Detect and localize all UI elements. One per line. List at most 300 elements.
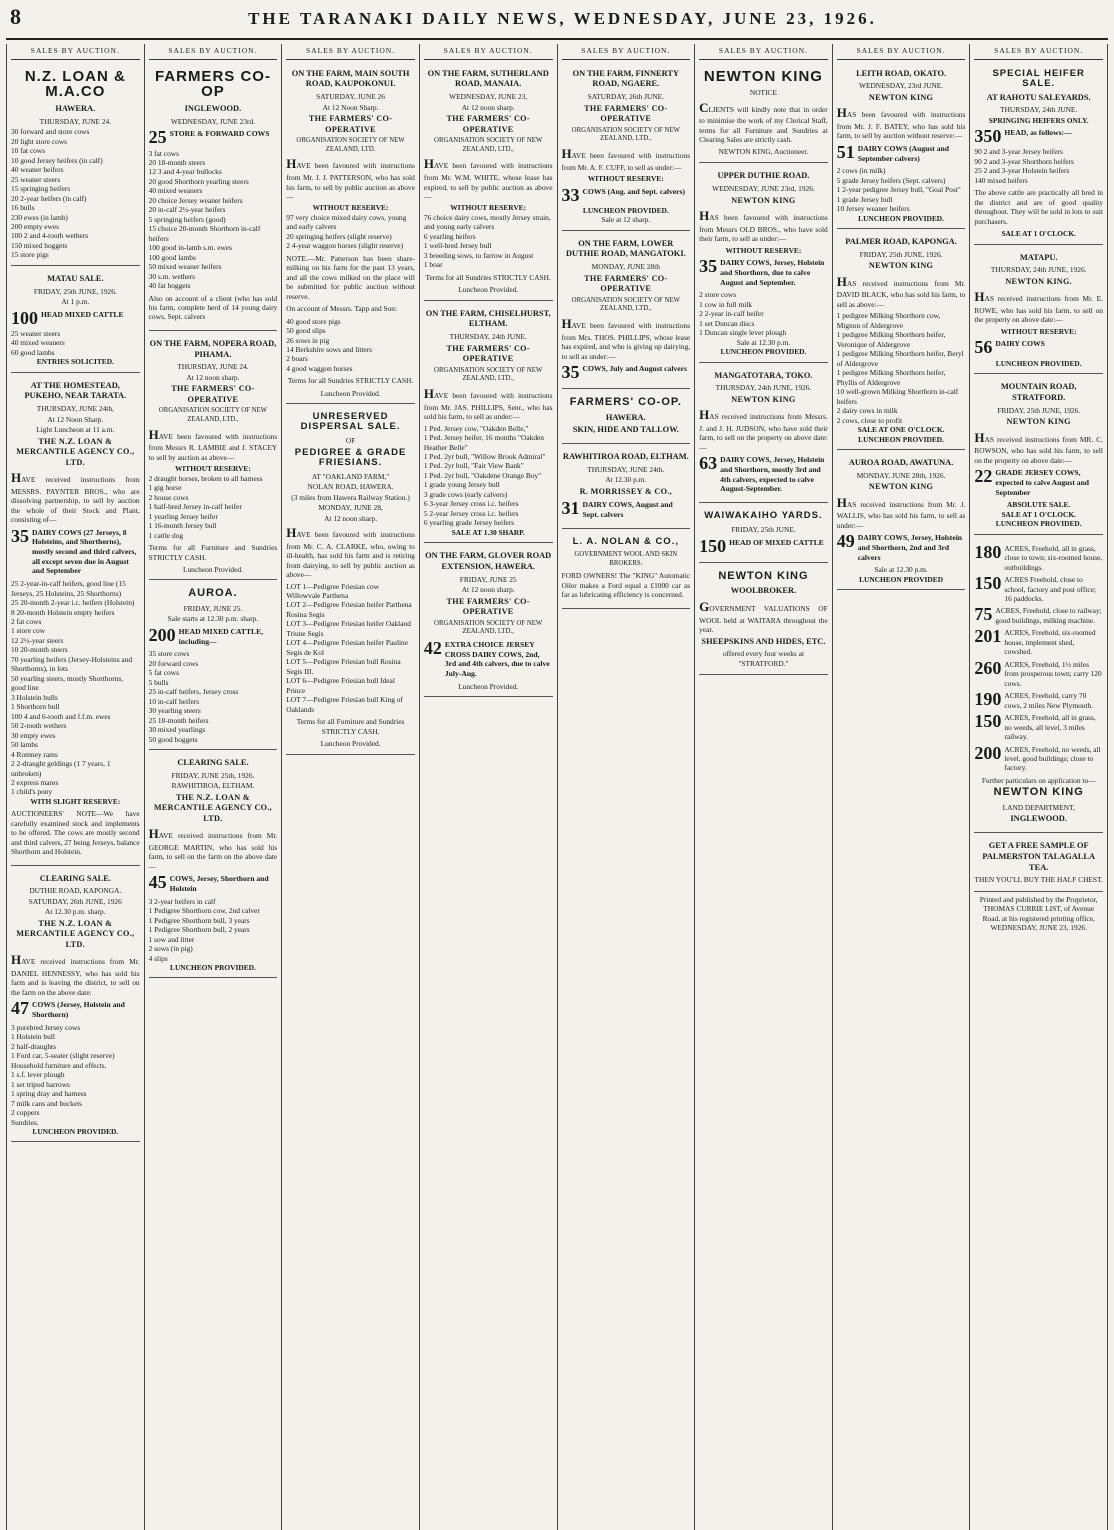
sale-time: At 12 Noon Sharp. xyxy=(47,414,104,424)
list-item: 1 16-month Jersey bull xyxy=(148,521,217,531)
list-item: 2 2-draught geldings (1 7 years, 1 unbroken) xyxy=(11,759,111,778)
department-place: INGLEWOOD. xyxy=(1010,814,1067,824)
sale-title: MATAU SALE. xyxy=(47,273,104,283)
advertiser-banner: NEWTON KING xyxy=(993,786,1084,799)
sale-place: LEITH ROAD, OKATO. xyxy=(856,68,947,78)
ad-newton-king-notice xyxy=(699,64,828,164)
list-item: 10 good Jersey heifers (in calf) xyxy=(11,155,103,165)
sale-time: At 12 Noon Sharp. xyxy=(322,102,379,112)
headline-count xyxy=(561,184,691,205)
land-listing xyxy=(974,713,1103,741)
sale-time: Sale at 12.30 p.m. xyxy=(874,565,928,575)
list-item: 30 mixed yearlings xyxy=(148,725,206,735)
sale-date: THURSDAY, 24th JUNE. xyxy=(1000,105,1078,115)
count-number: 100 xyxy=(11,307,38,328)
luncheon-note: LUNCHEON PROVIDED. xyxy=(720,347,807,357)
count-label: DAIRY COWS, Jersey, Holstein and Shorthorn, mostly 3rd and 4th calvers, expected to calve August-September. xyxy=(720,455,825,494)
count-label: DAIRY COWS, August and Sept. calvers xyxy=(582,500,673,520)
sale-time: At 12 noon sharp. xyxy=(324,513,378,523)
sale-time: Sale at 12.30 p.m. xyxy=(736,337,791,347)
list-item: 3 grade cows (early calvers) xyxy=(423,489,508,499)
headline-count xyxy=(974,468,1103,497)
column-5 xyxy=(558,44,696,1530)
sale-title: CLEARING SALE. xyxy=(39,873,111,883)
list-item: 25 weaner steers xyxy=(11,328,61,338)
account-note: Also on account of a client (who has sold his farm, complete herd of 14 young dairy cows, Sept. calvers xyxy=(148,293,278,322)
count-number: 63 xyxy=(699,453,718,474)
ad-rawhitiroa-clearing xyxy=(149,753,278,978)
list-item: 90 2 and 3-year Shorthorn heifers xyxy=(974,156,1074,166)
count-label: COWS, Jersey, Shorthorn and Holstein xyxy=(169,874,269,894)
count-number: 42 xyxy=(423,638,442,658)
count-label: HEAD MIXED CATTLE xyxy=(41,309,124,319)
sale-place: ON THE FARM, CHISELHURST, ELTHAM. xyxy=(425,308,551,329)
list-item: 1 pedigree Milking Shorthorn cow, Mignon of Aldergrove xyxy=(836,311,941,330)
sale-place: ON THE FARM, NOPERA ROAD, PIHAMA. xyxy=(149,338,277,359)
sale-date: MONDAY, JUNE 28, xyxy=(318,503,383,513)
list-item: 1 child's pony xyxy=(11,787,53,797)
count-label: DAIRY COWS (August and September calvers) xyxy=(857,143,949,163)
list-item: 1 s.f. lever plough xyxy=(11,1070,65,1080)
list-item: 4 slips xyxy=(148,953,168,963)
sale-date: THURSDAY, JUNE 24th, xyxy=(36,404,114,414)
list-item: 4 good waggon horses xyxy=(286,363,353,373)
auctioneer-name: NEWTON KING. xyxy=(1005,276,1073,286)
luncheon-note: Luncheon Provided. xyxy=(320,739,381,749)
auctioneer-subtitle: ORGANISATION SOCIETY OF NEW ZEALAND, LTD., xyxy=(571,296,680,313)
count-number: 33 xyxy=(561,184,580,205)
column-4 xyxy=(420,44,558,1530)
ad-special-heifer-sale xyxy=(974,64,1103,245)
count-label: DAIRY COWS, Jersey, Holstein and Shorthorn, 2nd and 3rd calvers xyxy=(857,533,963,562)
sale-time: SALE AT 1 O'CLOCK. xyxy=(1001,509,1076,519)
lot-item: LOT 3—Pedigree Friesian heifer Oakland Triune Segis xyxy=(286,619,411,638)
sale-time: Sale at 12 sharp. xyxy=(601,215,651,225)
sale-place: RAWHITIROA ROAD, ELTHAM. xyxy=(562,452,689,462)
sale-place: AT THE HOMESTEAD, PUKEHO, NEAR TARATA. xyxy=(24,380,127,401)
list-item: 1 Ped. 2yr bull, "Willow Brook Admiral" xyxy=(423,451,546,461)
auctioneer-name: NEWTON KING xyxy=(868,92,934,102)
auctioneer-name: THE N.Z. LOAN & MERCANTILE AGENCY CO., LTD. xyxy=(16,918,135,949)
list-item: 20 18-month steers xyxy=(148,157,206,167)
acres-number: 150 xyxy=(974,711,1002,732)
list-item: 30 s.m. wethers xyxy=(148,271,196,281)
list-item: 150 mixed hoggets xyxy=(11,240,68,250)
luncheon-note: LUNCHEON PROVIDED. xyxy=(995,519,1082,529)
sale-subtitle: SPRINGING HEIFERS ONLY. xyxy=(988,115,1089,125)
headline-count xyxy=(11,525,140,577)
ad-mangatoatoa-toko xyxy=(699,366,828,504)
headline-count xyxy=(148,127,278,148)
sale-place: ON THE FARM, LOWER DUTHIE ROAD, MANGATOKI. xyxy=(565,238,686,259)
ad-farmers-coop-skins xyxy=(562,392,691,444)
list-item: 2 draught horses, broken to all harness xyxy=(148,473,263,483)
count-number: 45 xyxy=(148,872,167,893)
lot-item: LOT 6—Pedigree Friesian bull Ideal Prince xyxy=(286,676,395,695)
column-2 xyxy=(145,44,283,1530)
list-item: 1 Holstein bull xyxy=(11,1032,55,1042)
advertiser-banner: NEWTON KING xyxy=(703,67,823,85)
reserve-note: WITH SLIGHT RESERVE: xyxy=(30,796,121,806)
reserve-note: WITHOUT RESERVE: xyxy=(312,203,389,213)
column-6 xyxy=(695,44,833,1530)
instructions-text: HAVE been favoured with instructions from Mrs. THOS. PHILLIPS, whose lease has expired, and who is giving up dairying, to sell as under:— xyxy=(561,315,691,361)
count-number: 47 xyxy=(11,998,29,1019)
list-item: 100 good in-lamb s.m. ewes xyxy=(148,243,232,253)
sale-date: THURSDAY, 24th JUNE. xyxy=(449,332,527,342)
instructions-text: HAS received instructions from Mr. E. ROWE, who has sold his farm, to sell on the property on above date:— xyxy=(974,289,1103,325)
auctioneer-note: The above cattle are practically all bred in the district and are of good quality throughout. They will be sold in lots to suit purchasers. xyxy=(974,188,1103,226)
list-item: 30 yearling steers xyxy=(148,706,201,716)
advertiser-banner: NEWTON KING xyxy=(718,569,809,582)
count-number: 22 xyxy=(974,466,993,487)
acres-number: 200 xyxy=(974,742,1002,763)
luncheon-note: Light Luncheon at 11 a.m. xyxy=(36,425,115,435)
sale-date: FRIDAY, 25th JUNE. xyxy=(731,525,796,535)
auctioneer-note: AUCTIONEERS' NOTE—We have carefully examined stock and implements to be offered. The cows are mostly second and third calvers, 27 being Jerseys, balance Shorthorn and Holstein. xyxy=(11,809,140,857)
sale-date: FRIDAY, JUNE 25 xyxy=(459,574,517,584)
advertiser-banner: FARMERS CO-OP xyxy=(154,67,271,101)
list-item: Sundries. xyxy=(11,1117,39,1127)
auctioneer-subtitle: GOVERNMENT WOOL AND SKIN BROKERS. xyxy=(574,550,678,567)
land-listing xyxy=(974,541,1103,572)
list-item: 1 Pedigree Shorthorn bull, 2 years xyxy=(148,925,250,935)
acres-number: 150 xyxy=(974,573,1002,594)
list-item: 3 purebred Jersey cows xyxy=(11,1022,81,1032)
list-item: 140 mixed heifers xyxy=(974,175,1028,185)
advertiser-banner: N.Z. LOAN & M.A.CO xyxy=(24,67,126,101)
list-item: 15 store pigs xyxy=(11,250,49,260)
sale-title: UNRESERVED DISPERSAL SALE. xyxy=(300,411,401,433)
sale-time: At 1 p.m. xyxy=(61,297,90,307)
list-item: 10 in-calf heifers xyxy=(148,696,200,706)
ad-chiselhurst xyxy=(424,304,553,544)
lot-item: LOT 1—Pedigree Friesian cow Willowvale Parthena xyxy=(286,581,380,600)
auctioneer-name: THE FARMERS' CO-OPERATIVE xyxy=(446,596,530,617)
acres-number: 201 xyxy=(974,626,1002,647)
headline-count xyxy=(11,307,140,328)
sale-date: SATURDAY, 26th JUNE. xyxy=(587,92,664,102)
list-item: Household furniture and effects. xyxy=(11,1060,107,1070)
sale-title: AUROA. xyxy=(188,587,238,600)
reserve-note: WITHOUT RESERVE: xyxy=(1000,326,1077,336)
sale-date: SATURDAY, 26th JUNE, 1926 xyxy=(28,896,122,906)
list-item: 1 pedigree Milking Shorthorn heifer, Veronique of Aldergrove xyxy=(836,330,946,349)
count-label: DAIRY COWS (27 Jerseys, 8 Holsteins, and Shorthorns), mostly second and third calvers, all except seven due in August and September xyxy=(32,527,137,576)
sale-date: WEDNESDAY, 23rd JUNE. xyxy=(858,81,944,91)
instructions-text: HAVE been favoured with instructions from Mr. JAS. PHILLIPS, Senr., who has sold his farm, to sell as under:— xyxy=(423,386,553,422)
instructions-text: HAVE been favoured with instructions from Mr. A. F. CUFF, to sell as under:— xyxy=(561,145,691,172)
land-listing xyxy=(974,691,1103,710)
luncheon-note: LUNCHEON PROVIDED. xyxy=(32,1127,119,1136)
list-item: 5 springing heifers (good) xyxy=(148,214,226,224)
instructions-text: HAVE received instructions from Mr. DANIEL HENNESSY, who has sold his farm and is leaving the district, to sell on the farm on the above date: xyxy=(11,952,140,997)
ad-mountain-road xyxy=(974,377,1103,535)
acres-text: ACRES, Freehold, no weeds, all level, good buildings; close to factory. xyxy=(1004,744,1101,773)
headline-count xyxy=(699,535,828,556)
list-item: 5 bulls xyxy=(148,677,169,687)
list-item: 26 sows in pig xyxy=(286,335,330,345)
notice-title: NOTICE xyxy=(749,88,777,98)
list-item: 5 2-year Jersey cross i.c. heifers xyxy=(423,508,519,518)
land-listing xyxy=(974,657,1103,688)
sale-place: UPPER DUTHIE ROAD. xyxy=(717,171,810,181)
ad-nz-loan-hawera xyxy=(11,64,140,266)
count-number: 150 xyxy=(699,535,727,556)
count-label: EXTRA CHOICE JERSEY CROSS DAIRY COWS, 2nd, 3rd and 4th calvers, due to calve July-Aug. xyxy=(444,640,550,679)
count-number: 35 xyxy=(561,362,580,382)
headline-count xyxy=(974,126,1103,147)
ad-morrissey xyxy=(562,447,691,529)
column-7 xyxy=(833,44,971,1530)
list-item: 40 good store pigs xyxy=(286,316,341,326)
sale-date: FRIDAY, 25th JUNE, 1926. xyxy=(33,286,117,296)
list-item: 1 set Duncan discs xyxy=(699,318,755,328)
column-header: SALES BY AUCTION. xyxy=(974,44,1103,60)
list-item: 2 cows, close to profit xyxy=(836,415,903,425)
list-item: 2 store cows xyxy=(699,290,737,300)
list-item: 1 sow and litter xyxy=(148,934,195,944)
list-item: 30 forward and store cows xyxy=(11,127,90,137)
list-item: 1 boar xyxy=(423,260,443,270)
list-item: 2 boars xyxy=(286,354,308,364)
ad-sutherland-road xyxy=(424,64,553,301)
sale-time: SALE AT 1 O'CLOCK. xyxy=(1001,229,1076,239)
headline-count xyxy=(149,874,278,893)
acres-text: ACRES, Freehold, six-roomed house, implement shed, cowshed. xyxy=(1004,628,1096,657)
account-note: On account of Messrs. Tapp and Son: xyxy=(286,304,398,314)
sale-time: At 12 noon sharp. xyxy=(186,372,240,382)
sale-date: MONDAY, JUNE 28th xyxy=(591,262,660,272)
list-item: 40 mixed weaners xyxy=(148,186,203,196)
list-item: 1 yearling Jersey heifer xyxy=(148,511,218,521)
list-item: 2 express mares xyxy=(11,777,59,787)
list-item: 200 empty ewes xyxy=(11,222,60,231)
ad-upper-duthie-road xyxy=(699,166,828,362)
sale-date: WEDNESDAY, JUNE 23rd, 1926. xyxy=(712,184,815,194)
sale-subtitle: ABSOLUTE SALE. xyxy=(1007,500,1071,510)
instructions-text: HAS received instructions from Mr. J. WALLIS, who has sold his farm, to sell as under:— xyxy=(836,494,966,530)
reserve-note: WITHOUT RESERVE: xyxy=(450,203,527,213)
list-item: 60 good lambs xyxy=(11,347,55,357)
sale-place: HAWERA. xyxy=(55,104,96,114)
sale-place: MOUNTAIN ROAD, STRATFORD. xyxy=(1000,382,1077,402)
headline-count xyxy=(424,640,553,679)
auctioneer-name: NEWTON KING xyxy=(868,482,934,492)
auctioneer-name: NEWTON KING xyxy=(868,261,934,271)
ad-palmer-road-kaponga xyxy=(837,232,966,450)
list-item: 16 bulls xyxy=(11,203,35,213)
acres-text: ACRES, Freehold, all in grass, close to town; six-roomed house, outbuildings. xyxy=(1004,543,1103,572)
list-item: 1 Ped. Jersey cow, "Oakden Belle," xyxy=(423,423,529,433)
ad-kaupokonui xyxy=(286,64,415,405)
list-item: 50 good slips xyxy=(286,326,326,336)
list-item: 6 yearling heifers xyxy=(423,231,476,241)
auctioneer-subtitle: ORGANISATION SOCIETY OF NEW ZEALAND, LTD. xyxy=(296,137,405,153)
list-item: 1 Ped. Jersey heifer, 16 months "Oakden Heather Belle" xyxy=(423,433,544,452)
advertiser-banner: FARMERS' CO-OP. xyxy=(569,396,682,409)
list-item: 1 pedigree Milking Shorthorn heifer, Beryl of Aldergrove xyxy=(836,349,964,368)
ad-farmers-coop-inglewood xyxy=(149,64,278,331)
sale-time: At 12 noon sharp. xyxy=(461,585,515,595)
count-label: DAIRY COWS xyxy=(995,339,1045,349)
count-label: COWS (Aug. and Sept. calvers) xyxy=(582,186,686,196)
service-title: SHEEPSKINS AND HIDES, ETC. xyxy=(701,636,826,646)
list-item: 40 mixed weaners xyxy=(11,338,65,348)
count-number: 56 xyxy=(974,337,993,358)
count-label: DAIRY COWS, Jersey, Holstein and Shorthorn, due to calve August and September. xyxy=(720,258,825,287)
ad-waiwakaiho-yards xyxy=(699,506,828,563)
columns xyxy=(6,44,1108,1530)
list-item: 4 Romney rams xyxy=(11,749,58,759)
sale-date: WEDNESDAY, JUNE 23, xyxy=(449,92,528,102)
sale-time: At 12.30 p.m. xyxy=(605,475,647,485)
list-item: 1 Duncan single lever plough xyxy=(699,328,787,338)
ad-matapu xyxy=(974,248,1103,374)
list-item: 50 2-tooth wethers xyxy=(11,721,67,731)
count-number: 25 xyxy=(148,127,167,148)
list-item: 25 2-year-in-calf heifers, good line (15 Jerseys, 25 Holsteins, 25 Shorthorns) xyxy=(11,579,126,598)
sale-place: NOLAN ROAD, HAWERA. xyxy=(307,482,394,492)
list-item: 10 Jersey weaner heifers xyxy=(836,204,910,214)
instructions-text: HAVE been favoured with instructions from Mr. C. A. CLARKE, who, owing to ill-health, has sold his farm and is retiring from dairying, to sell by public auction as above— xyxy=(286,525,415,580)
list-item: 1 Pedigree Shorthorn cow, 2nd calver xyxy=(148,906,260,916)
sale-place: PALMER ROAD, KAPONGA. xyxy=(845,237,957,247)
list-item: 70 yearling heifers (Jersey-Holsteins and Shorthorns), in lots xyxy=(11,654,133,674)
list-item: 3 breeding sows, to farrow in August xyxy=(423,250,534,260)
sale-time: Sale starts at 12.30 p.m. sharp. xyxy=(167,614,259,624)
list-item: 25 weaner steers xyxy=(11,174,61,184)
list-item: 1 2-year pedigree Jersey bull, "Goal Post" xyxy=(836,185,961,195)
tea-offer: GET A FREE SAMPLE OF PALMERSTON TALAGALLA TEA. xyxy=(982,841,1096,872)
ad-finnerty-road xyxy=(562,64,691,231)
auctioneer-subtitle: ORGANISATION SOCIETY OF NEW ZEALAND, LTD., xyxy=(158,407,268,424)
lot-item: LOT 5—Pedigree Friesian bull Rosina Segis III. xyxy=(286,657,401,676)
column-header: SALES BY AUCTION. xyxy=(424,44,553,60)
list-item: 5 fat cows xyxy=(148,668,179,678)
sale-place: WAIWAKAIHO YARDS. xyxy=(704,510,823,522)
list-item: 2 2-year in-calf heifer xyxy=(699,309,764,319)
auctioneer-name: THE N.Z. LOAN & MERCANTILE AGENCY CO., LTD. xyxy=(153,792,273,823)
service-text: offered every four weeks at "STRATFORD." xyxy=(722,649,804,668)
list-item: 1 set tripod harrows xyxy=(11,1079,70,1089)
notice-text: CLIENTS will kindly note that in order to minimise the work of my Clerical Staff, terms for all Furniture and Sundries at Clearing Sales are strictly cash. xyxy=(699,99,828,145)
printer-imprint: Printed and published by the Proprietor, THOMAS CURRIE LIST, of Avenue Road, at his registered printing office, WEDNESDAY, JUNE 23, 1926. xyxy=(979,894,1098,933)
ad-lower-duthie-road xyxy=(562,234,691,390)
sale-place: DUTHIE ROAD, KAPONGA. xyxy=(29,886,122,896)
list-item: 20 light store cows xyxy=(11,136,68,146)
sale-place: AUROA ROAD, AWATUNA. xyxy=(848,457,954,467)
list-item: 25 in-calf heifers, Jersey cross xyxy=(148,687,239,697)
list-item: 2 fat cows xyxy=(11,617,42,626)
auctioneer-name: THE FARMERS' CO-OPERATIVE xyxy=(584,103,668,124)
auctioneer-name: NEWTON KING xyxy=(731,394,796,404)
headline-count xyxy=(836,141,966,163)
auctioneer-name: R. MORRISSEY & CO., xyxy=(579,486,672,496)
sale-date: FRIDAY, JUNE 25. xyxy=(183,604,243,614)
list-item: 20 springing heifers (slight reserve) xyxy=(286,231,392,241)
lot-item: LOT 7—Pedigree Friesian bull King of Oaklands xyxy=(286,695,403,714)
sale-place: ON THE FARM, SUTHERLAND ROAD, MANAIA. xyxy=(427,68,549,89)
headline-count xyxy=(562,500,691,519)
sale-time: At 12 noon sharp. xyxy=(461,102,515,112)
headline-count xyxy=(562,364,691,380)
further-particulars: Further particulars on application to— xyxy=(981,775,1096,785)
list-item: 1 grade young Jersey bull xyxy=(423,480,500,490)
column-3 xyxy=(282,44,420,1530)
sale-date: MONDAY, JUNE 28th, 1926. xyxy=(856,470,946,480)
ad-glover-road xyxy=(424,546,553,697)
auctioneer-subtitle: ORGANISATION SOCIETY OF NEW ZEALAND, LTD., xyxy=(434,619,543,636)
count-label: HEAD MIXED CATTLE, including— xyxy=(178,626,264,646)
list-item: 3 fat cows xyxy=(148,148,179,158)
list-item: 1 store cow xyxy=(11,626,46,636)
list-item: 6 3-year Jersey cross i.c. heifers xyxy=(423,499,519,509)
list-item: 25 20-month 2-year i.c. heifers (Holstein) xyxy=(11,598,135,608)
land-listing xyxy=(974,742,1103,773)
list-item: 15 springing heifers xyxy=(11,184,71,194)
list-item: 7 milk cans and buckets xyxy=(11,1098,83,1108)
count-label: COWS, July and August calvers xyxy=(582,364,687,373)
auctioneer-name: THE FARMERS' CO-OPERATIVE xyxy=(308,114,393,134)
sale-place: HAWERA. xyxy=(605,412,646,422)
ad-nopera-road xyxy=(149,334,278,581)
list-item: 2 4-year waggon horses (slight reserve) xyxy=(286,241,404,251)
instructions-text: HAS received instructions from Mr. DAVID BLACK, who has sold his farm, to sell as above:— xyxy=(836,273,966,309)
count-label: STORE & FORWARD COWS xyxy=(169,129,270,139)
stock-list xyxy=(11,127,140,260)
column-header: SALES BY AUCTION. xyxy=(699,44,828,60)
advertiser-banner: L. A. NOLAN & CO., xyxy=(572,535,679,547)
lot-item: LOT 2—Pedigree Friesian heifer Parthena Rosina Segis xyxy=(286,600,412,619)
instructions-text: HAS been favoured with instructions from Mr. J. F. BATEY, who has sold his farm, to sell by auction without reserve:— xyxy=(836,105,966,141)
list-item: 20 good Shorthorn yearling steers xyxy=(148,176,249,186)
luncheon-note: LUNCHEON PROVIDED xyxy=(859,574,944,584)
sale-date: SATURDAY, JUNE 26 xyxy=(316,92,385,102)
sale-time: At 12.30 p.m. sharp. xyxy=(45,907,106,917)
count-label: COWS (Jersey, Holstein and Shorthorn) xyxy=(32,1000,125,1020)
list-item: 50 lambs xyxy=(11,740,38,750)
auctioneer-note: NOTE.—Mr. Patterson has been share-milking on his farm for the past 13 years, and all the cows milked on the place will be submitted for public auction without reserve. xyxy=(286,253,415,301)
list-item: 97 very choice mixed dairy cows, young and early calvers xyxy=(286,212,407,232)
terms-note: Terms for all Sundries STRICTLY CASH. xyxy=(425,272,551,282)
list-item: 20 2-year heifers (in calf) xyxy=(11,193,87,203)
service-text: GOVERNMENT VALUATIONS OF WOOL held at WAITARA throughout the year. xyxy=(699,599,828,635)
acres-number: 75 xyxy=(974,604,993,625)
notice-signature: NEWTON KING, Auctioneer. xyxy=(718,146,809,156)
acres-number: 180 xyxy=(974,541,1002,562)
list-item: 230 ewes (in lamb) xyxy=(11,212,68,222)
headline-count xyxy=(837,533,966,562)
auctioneer-subtitle: ORGANISATION SOCIETY OF NEW ZEALAND, LTD., xyxy=(434,366,543,383)
ad-talagalla-tea xyxy=(974,836,1103,892)
instructions-text: HAVE received instructions from MESSRS. PAYNTER BROS., who are dissolving partnership, to sell by auction the whole of their Stock and Plant, consisting of— xyxy=(11,470,140,525)
terms-note: Terms for all Furniture and Sundries STRICTLY CASH. xyxy=(148,543,278,562)
column-header: SALES BY AUCTION. xyxy=(286,44,415,60)
of-text: OF xyxy=(345,436,356,446)
auctioneer-name: NEWTON KING xyxy=(1006,417,1071,426)
auctioneer-name: THE FARMERS' CO-OPERATIVE xyxy=(584,273,668,294)
list-item: 25 2 and 3-year Holstein heifers xyxy=(974,166,1070,176)
column-1 xyxy=(7,44,145,1530)
tea-tagline: THEN YOU'LL BUY THE HALF CHEST. xyxy=(974,875,1103,885)
sale-date: THURSDAY, 24th JUNE, 1926. xyxy=(990,265,1087,275)
acres-number: 260 xyxy=(974,657,1002,678)
department-name: LAND DEPARTMENT, xyxy=(1002,802,1075,812)
list-item: 25 18-month heifers xyxy=(148,715,209,725)
list-item: 76 choice dairy cows, mostly Jersey strain, and young early calvers xyxy=(423,212,551,232)
auctioneer-name: THE FARMERS' CO-OPERATIVE xyxy=(446,114,530,134)
